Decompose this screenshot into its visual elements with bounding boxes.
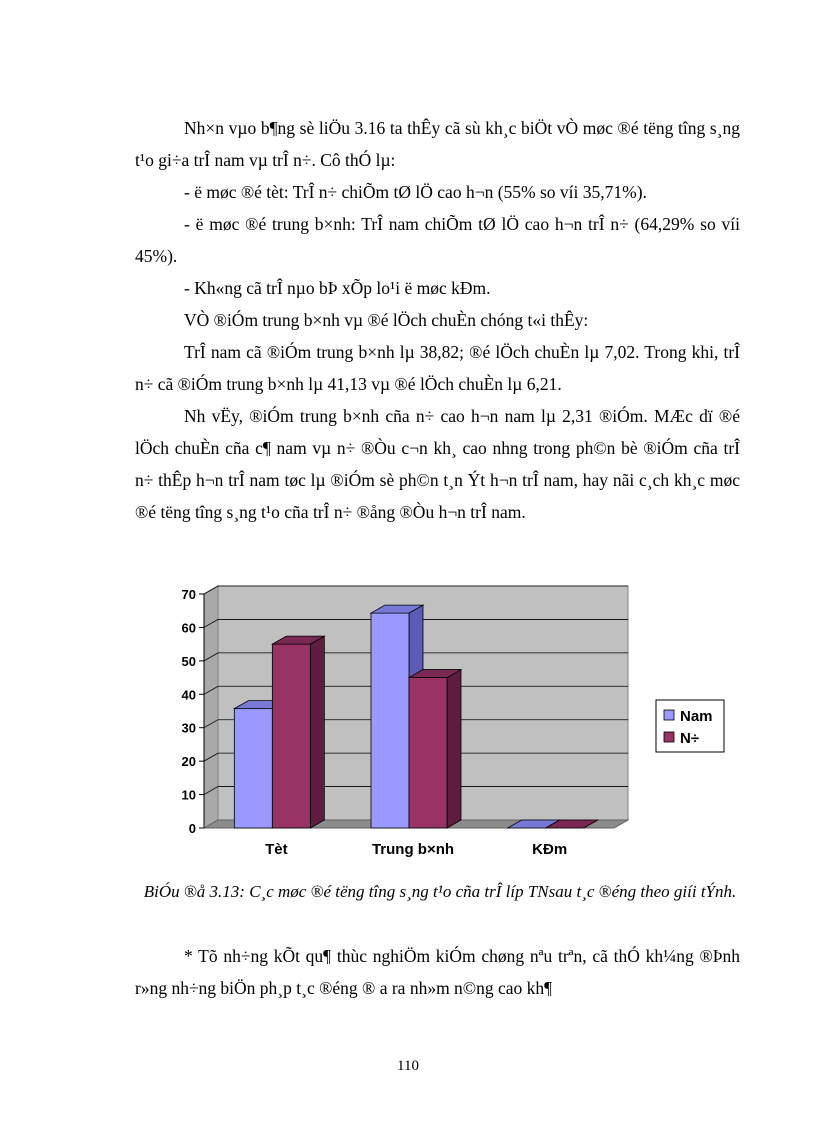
bar-side (447, 670, 461, 828)
closing-paragraph: * Tõ nh÷ng kÕt qu¶ thùc nghiÖm kiÓm chøng nªu trªn, cã thÓ kh¼ng ®Þnh r»ng nh÷ng biÖn ph¸p t¸c ®éng ® a ra nh»m n©ng cao kh¶ (135, 946, 740, 998)
bar-front (371, 613, 409, 828)
y-tick-label: 70 (181, 587, 196, 602)
figure-caption: BiÓu ®å 3.13: C¸c møc ®é tëng tîng s¸ng t¹o cña trÎ líp TNsau t¸c ®éng theo giíi tÝnh. (143, 882, 737, 901)
bar-N÷-1 (409, 670, 461, 828)
legend-label: N÷ (680, 730, 700, 747)
x-category-label: Trung b×nh (371, 841, 455, 858)
y-tick-label: 20 (181, 754, 196, 770)
legend-swatch (664, 710, 674, 720)
bar-front (409, 678, 447, 828)
legend-swatch (664, 732, 674, 742)
y-tick-label: 50 (181, 653, 196, 669)
page-number: 110 (397, 1058, 419, 1074)
bar-side (310, 636, 324, 828)
bar-chart-svg (166, 578, 746, 868)
bar-chart (166, 578, 746, 868)
paragraph-6: TrÎ nam cã ®iÓm trung b×nh lµ 38,82; ®é lÖch chuÈn lµ 7,02. Trong khi, trÎ n÷ cã ®iÓm trung b×nh lµ 41,13 vµ ®é lÖch chuÈn lµ 6,21. (135, 342, 740, 394)
y-tick-label: 10 (181, 787, 196, 803)
paragraph-1: Nh×n vµo b¶ng sè liÖu 3.16 ta thÊy cã sù kh¸c biÖt vÒ møc ®é tëng tîng s¸ng t¹o gi÷a trÎ nam vµ trÎ n÷. Cô thÓ lµ: (135, 118, 740, 170)
x-category-label: Tèt (265, 841, 288, 858)
y-tick-label: 30 (181, 720, 196, 736)
legend-label: Nam (680, 708, 713, 725)
chart-side-wall (204, 586, 218, 828)
bar-N÷-0 (272, 636, 324, 828)
y-tick-label: 40 (181, 687, 196, 703)
paragraph-3: - ë møc ®é trung b×nh: TrÎ nam chiÕm tØ lÖ cao h¬n trÎ n÷ (64,29% so víi 45%). (135, 214, 740, 266)
y-tick-label: 0 (188, 821, 196, 836)
paragraph-7: Nh vËy, ®iÓm trung b×nh cña n÷ cao h¬n nam lµ 2,31 ®iÓm. MÆc dï ®é lÖch chuÈn cña c¶ nam vµ n÷ ®Òu c¬n kh¸ cao nhng trong ph©n bè ®iÓm cña trÎ n÷ thÊp h¬n trÎ nam tøc lµ ®iÓm sè ph©n t¸n Ýt h¬n trÎ nam, hay nãi c¸ch kh¸c møc ®é tëng tîng s¸ng t¹o cña trÎ n÷ ®ång ®Òu h¬n trÎ nam. (135, 406, 740, 522)
paragraph-5: VÒ ®iÓm trung b×nh vµ ®é lÖch chuÈn chóng t«i thÊy: (184, 310, 589, 330)
paragraph-4: - Kh«ng cã trÎ nµo bÞ xÕp lo¹i ë møc kÐm. (184, 278, 491, 298)
bar-front (272, 644, 310, 828)
bar-front (234, 709, 272, 828)
y-tick-label: 60 (181, 620, 196, 636)
paragraph-2: - ë møc ®é tèt: TrÎ n÷ chiÕm tØ lÖ cao h¬n (55% so víi 35,71%). (184, 182, 647, 202)
x-category-label: KÐm (532, 841, 568, 858)
